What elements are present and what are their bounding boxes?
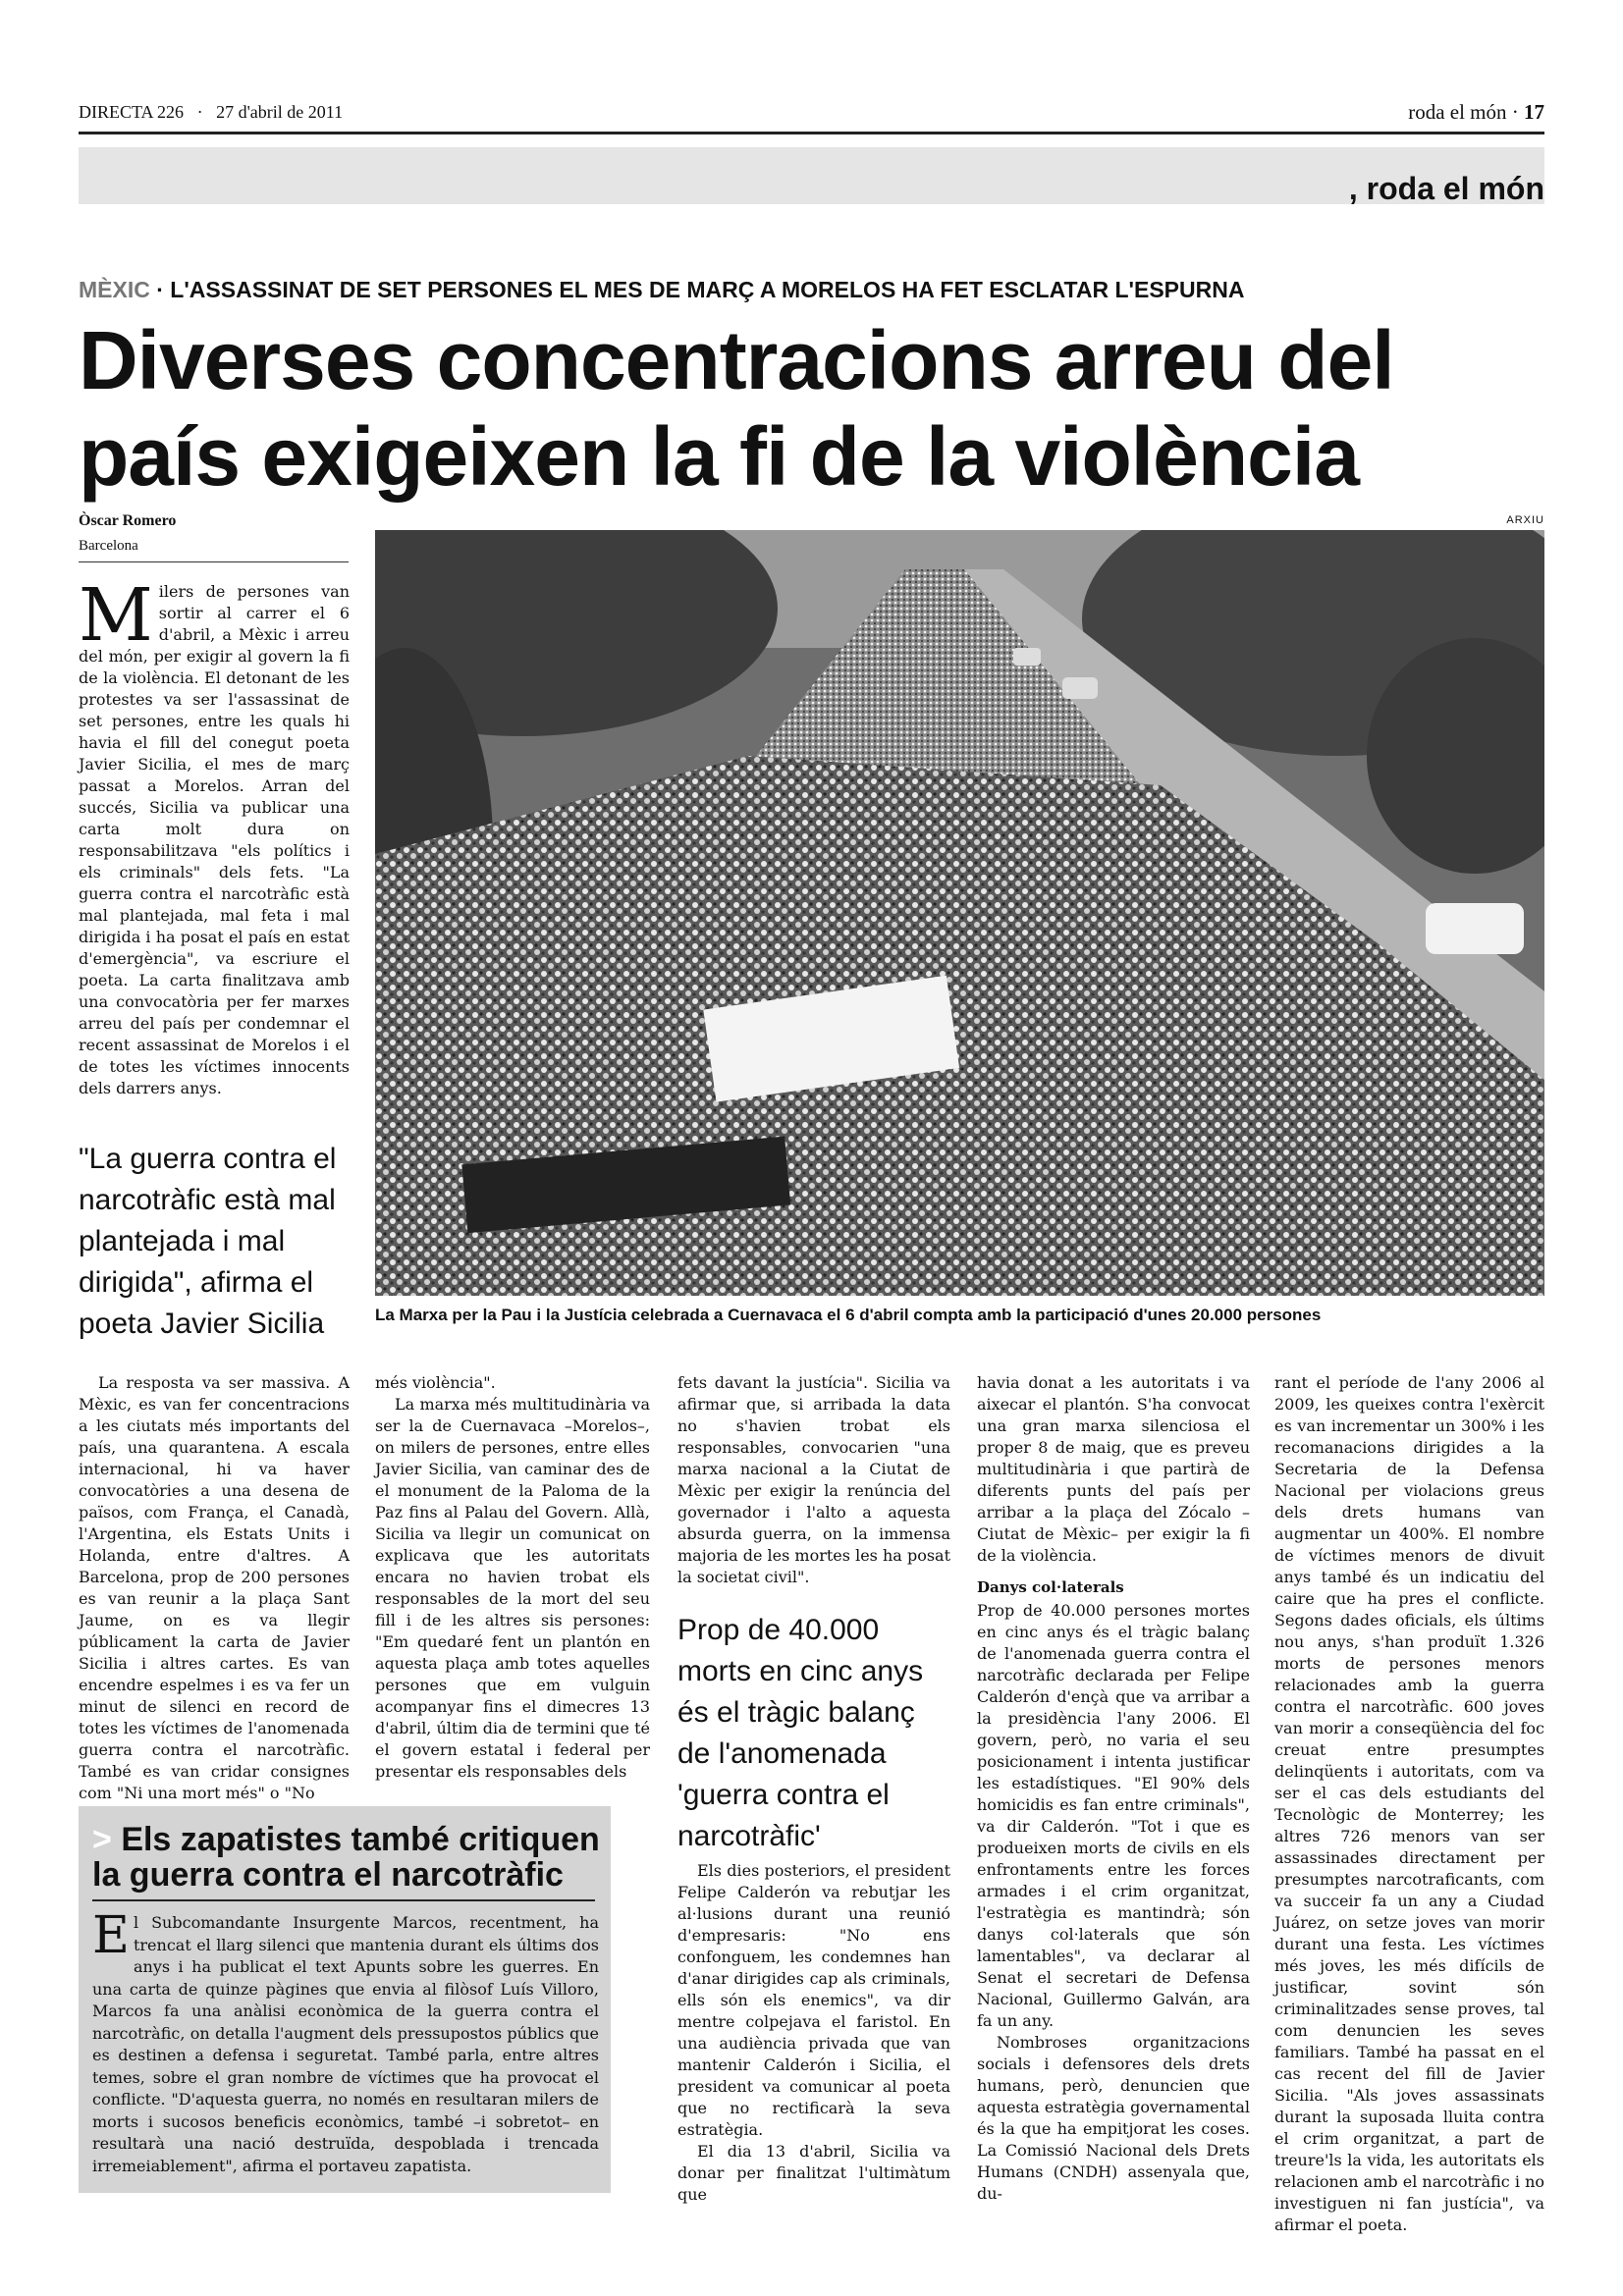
column-3-top [677, 1372, 950, 1588]
column-3-paragraph-2: Els dies posteriors, el president Felipe Calderón va rebutjar les al·lusions durant una reunió d'empresaris: "No ens confonguem, les condemnes han d'anar dirigides cap als criminals, ells són els enemics", va dir mentre colpejava el faristol. En una audiència privada que van mantenir Calderón i Sicilia, el president va comunicar al poeta que no rectificarà la seva estratègia. [677, 1861, 950, 2139]
headline-line-1: Diverses concentracions arreu del [79, 314, 1394, 406]
box-title [92, 1822, 603, 1893]
zapatistes-box [79, 1806, 611, 2193]
kicker-text: · L'ASSASSINAT DE SET PERSONES EL MES DE MARÇ A MORELOS HA FET ESCLATAR L'ESPURNA [149, 277, 1245, 302]
box-rule [92, 1899, 595, 1901]
box-arrow-icon: > [92, 1821, 112, 1858]
byline-rule [79, 561, 349, 562]
box-title-text: Els zapatistes també critiquen la guerra contra el narcotràfic [92, 1821, 600, 1894]
section-title: , roda el món [1348, 171, 1544, 206]
photo-caption: La Marxa per la Pau i la Justícia celebrada a Cuernavaca el 6 d'abril compta amb la participació d'unes 20.000 persones [375, 1306, 1322, 1324]
header-rule [79, 132, 1544, 134]
column-2-paragraph-1: més violència". [375, 1373, 496, 1392]
column-1-paragraph: La resposta va ser massiva. A Mèxic, es van fer concentracions a les ciutats més importants del país, una quarantena. A escala internacional, hi va haver convocatòries a una desena de països, com França, el Canadà, l'Argentina, els Estats Units i Holanda, entre d'altres. A Barcelona, prop de 200 persones es van reunir a la plaça Sant Jaume, on es va llegir públicament la carta de Javier Sicilia i altres cartes. Es van encendre espelmes i es va fer un minut de silenci en record de totes les víctimes de l'anomenada guerra contra el narcotràfic. També es van cridar consignes com "Ni una mort més" o "No [79, 1373, 350, 1802]
column-2 [375, 1372, 650, 1783]
pull-quote-1: "La guerra contra el narcotràfic està mal plantejada i mal dirigida", afirma el poeta Javier Sicilia [79, 1143, 337, 1340]
lead-dropcap: M [79, 573, 153, 658]
crowd-photo-illustration [375, 530, 1544, 1296]
column-2-paragraph-2: La marxa més multitudinària va ser la de Cuernavaca –Morelos–, on milers de persones, entre elles Javier Sicilia, van caminar des de el monument de la Paloma de la Paz fins al Palau del Govern. Allà, Sicilia va llegir un comunicat on explicava que les autoritats encara no havien trobat els responsables de la mort del seu fill i de les altres sis persones: "Em quedaré fent un plantón en aquesta plaça amb totes aquelles persones que em vulguin acompanyar fins el dimecres 13 d'abril, últim dia de termini que té el govern estatal i federal per presentar els responsables dels [375, 1395, 650, 1781]
column-1 [79, 1372, 350, 1804]
pull-quote-2: Prop de 40.000 morts en cinc anys és el tràgic balanç de l'anomenada 'guerra contra el narcotràfic' [677, 1614, 924, 1852]
subhead-danys: Danys col·laterals [977, 1578, 1124, 1596]
kicker [79, 277, 1244, 303]
column-4-paragraph-3: Nombroses organitzacions socials i defensores dels drets humans, però, denuncien que aquesta estratègia governamental és la que ha empitjorat les coses. La Comissió Nacional dels Drets Humans (CNDH) assenyala que, du- [977, 2033, 1250, 2203]
issue-number: DIRECTA 226 [79, 102, 185, 122]
march-photo [375, 530, 1544, 1296]
lead-paragraph [79, 573, 350, 1099]
column-3-bottom [677, 1860, 950, 2206]
page-number: 17 [1524, 100, 1544, 124]
kicker-country: MÈXIC [79, 277, 150, 302]
box-text [92, 1906, 599, 2177]
column-5-paragraph: rant el període de l'any 2006 al 2009, les queixes contra l'exèrcit es van incrementar un 300% i les recomanacions dirigides a la Secretaria de la Defensa Nacional per violacions greus dels drets humans van augmentar un 400%. El nombre de víctimes menors de divuit anys també és un indicatiu del caire que ha pres el conflicte. Segons dades oficials, els últims nou anys, s'han produït 1.326 morts de persones menors relacionades amb la guerra contra el narcotràfic. 600 joves van morir a conseqüència del foc creuat entre presumptes delinqüents i autoritats, com va ser el cas dels estudiants del Tecnològic de Monterrey; les altres 726 menors van ser assassinades directament per presumptes narcotraficants, com va succeir fa un any a Ciudad Juárez, on setze joves van morir durant una festa. Les víctimes més joves, les més difícils de justificar, sovint són criminalitzades sense proves, tal com denuncien les seves familiars. També ha passat en el cas recent del fill de Javier Sicilia. "Als joves assassinats durant la suposada lluita contra el crim organitzat, a part de treure'ls la vida, les autoritats els relacionen amb el narcotràfic i no investiguen ni fan justícia", va afirmar el poeta. [1274, 1373, 1544, 2234]
byline-location: Barcelona [79, 538, 138, 554]
author: Òscar Romero [79, 512, 177, 529]
headline-line-2: país exigeixen la fi de la violència [79, 410, 1359, 503]
photo-credit: ARXIU [1506, 514, 1544, 526]
section-name: roda el món · [1408, 100, 1519, 124]
column-3-paragraph-3: El dia 13 d'abril, Sicilia va donar per finalitzat l'ultimàtum que [677, 2142, 950, 2204]
issue-date: 27 d'abril de 2011 [216, 102, 344, 122]
header-separator: · [196, 102, 203, 122]
box-body: l Subcomandante Insurgente Marcos, recentment, ha trencat el llarg silenci que mantenia durant els últims dos anys i ha publicat el text Apunts sobre les guerres. En una carta de quinze pàgines que envia al filòsof Luís Villoro, Marcos fa una anàlisi econòmica de la guerra contra el narcotràfic, on detalla l'augment dels pressupostos públics que es destinen a defensa i seguretat. També parla, entre altres temes, sobre el gran nombre de víctimes que ha provocat el conflicte. "D'aquesta guerra, no només en resultaran milers de morts i sucosos beneficis econòmics, també –i sobretot– en resultarà una nació destruïda, despoblada i trencada irremeiablement", afirma el portaveu zapatista. [92, 1913, 599, 2175]
column-5 [1274, 1372, 1544, 2236]
headline [79, 312, 1473, 505]
lead-text: ilers de persones van sortir al carrer el 6 d'abril, a Mèxic i arreu del món, per exigir al govern la fi de la violència. El detonant de les protestes va ser l'assassinat de set persones, entre les quals hi havia el fill del conegut poeta Javier Sicilia, el mes de març passat a Morelos. Arran del succés, Sicilia va publicar una carta molt dura on responsabilitzava "els polítics i els criminals" dels fets. "La guerra contra el narcotràfic està mal plantejada, mal feta i mal dirigida i ha posat el país en estat d'emergència", va escriure el poeta. La carta finalitzava amb una convocatòria per fer marxes arreu del país per condemnar el recent assassinat de Morelos i el de totes les víctimes innocents dels darrers anys. [79, 582, 350, 1097]
box-dropcap: E [92, 1906, 130, 1965]
column-4-paragraph-1: havia donat a les autoritats i va aixecar el plantón. S'ha convocat una gran marxa silenciosa el proper 8 de maig, que es preveu multitudinària i que partirà de diferents punts del país per arribar a la plaça del Zócalo –Ciutat de Mèxic– per exigir la fi de la violència. [977, 1373, 1250, 1565]
issue-date-line [79, 102, 343, 123]
column-4-paragraph-2: Prop de 40.000 persones mortes en cinc anys és el tràgic balanç de l'anomenada guerra contra el narcotràfic declarada per Felipe Calderón d'ençà que va arribar a la presidència l'any 2006. El govern, però, no varia el seu posicionament i intenta justificar les estadístiques. "El 90% dels homicidis es fan entre criminals", va dir Calderón. "Tot i que es produeixen morts de civils en els enfrontaments entre les forces armades i el crim organitzat, l'estratègia es mantindrà; són danys col·laterals que són lamentables", va declarar al Senat el secretari de Defensa Nacional, Guillermo Galván, ara fa un any. [977, 1601, 1250, 2030]
section-bar [79, 147, 1544, 204]
column-4 [977, 1372, 1250, 2205]
column-3-paragraph-1: fets davant la justícia". Sicilia va afirmar que, si arribada la data no s'havien trobat els responsables, convocarien "una marxa nacional a la Ciutat de Mèxic per exigir la renúncia del governador i l'alto a aquesta absurda guerra, on la immensa majoria de les mortes les ha posat la societat civil". [677, 1373, 950, 1586]
page-section-number [1408, 100, 1544, 125]
